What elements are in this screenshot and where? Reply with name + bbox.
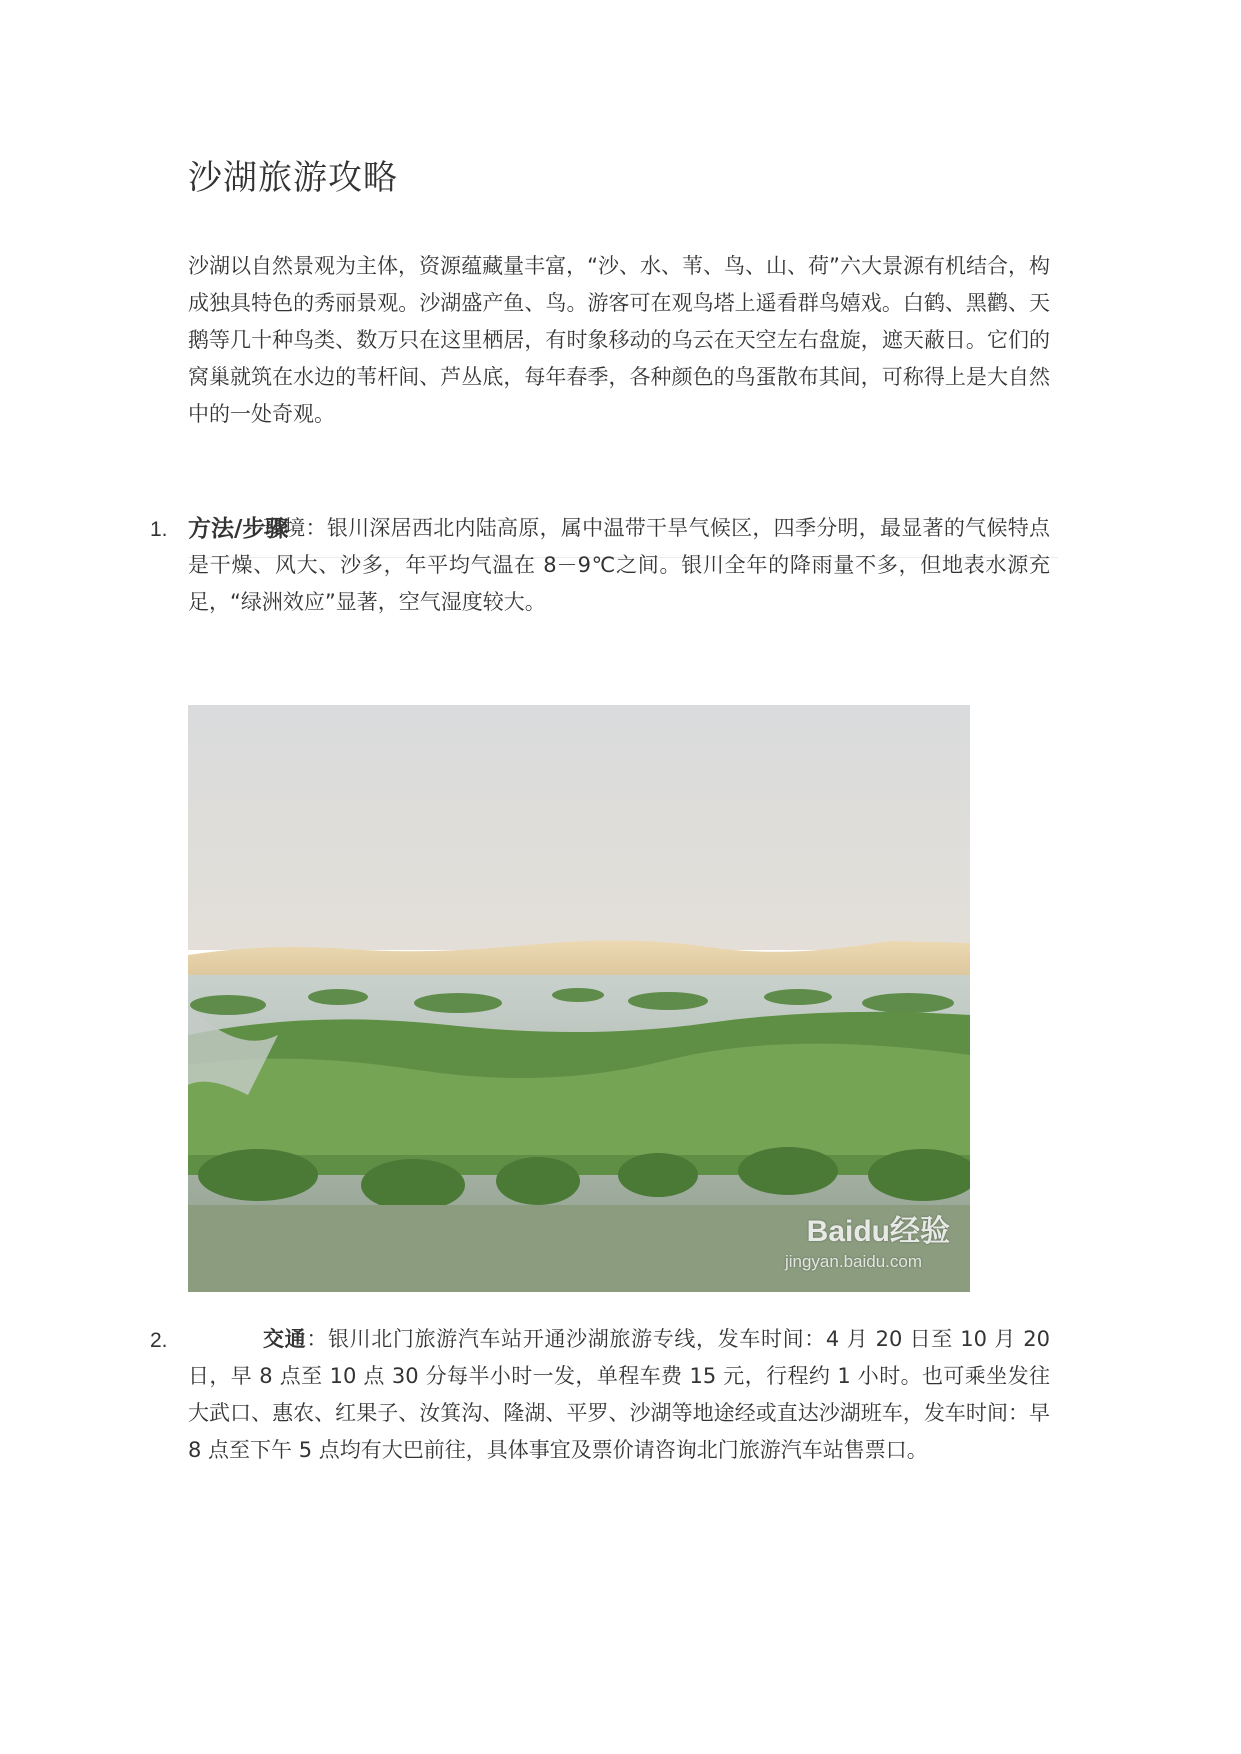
wetland-illustration — [188, 705, 970, 1292]
intro-paragraph: 沙湖以自然景观为主体，资源蕴藏量丰富，“沙、水、苇、鸟、山、荷”六大景源有机结合，构成独具特色的秀丽景观。沙湖盛产鱼、鸟。游客可在观鸟塔上遥看群鸟嬉戏。白鹤、黑鹳、天鹅等几十种鸟类、数万只在这里栖居，有时象移动的乌云在天空左右盘旋，遮天蔽日。它们的窝巢就筑在水边的苇杆间、芦丛底，每年春季，各种颜色的鸟蛋散布其间，可称得上是大自然中的一处奇观。 — [188, 254, 1050, 426]
wetland-photo — [188, 705, 970, 1292]
step-body: 环境：银川深居西北内陆高原，属中温带干旱气候区，四季分明，最显著的气候特点是干燥、风大、沙多，年平均气温在 8－9℃之间。银川全年的降雨量不多，但地表水源充足，“绿洲效应”显著，空气湿度较大。 — [188, 516, 1050, 614]
step-number: 1. — [150, 518, 168, 541]
photo-watermark: Baidu经验 — [806, 1215, 950, 1248]
step-text — [188, 510, 1050, 621]
photo-watermark-url: jingyan.baidu.com — [784, 1252, 922, 1271]
step-body: ：银川北门旅游汽车站开通沙湖旅游专线，发车时间：4 月 20 日至 10 月 20 日，早 8 点至 10 点 30 分每半小时一发，单程车费 15 元，行程约 1 小时。也可乘坐发往大武口、惠农、红果子、汝箕沟、隆湖、平罗、沙湖等地途经或直达沙湖班车，发车时间：早 8 点至下午 5 点均有大巴前往，具体事宜及票价请咨询北门旅游汽车站售票口。 — [188, 1327, 1051, 1462]
step-label: 交通 — [263, 1327, 307, 1351]
step-text — [188, 1321, 1050, 1469]
section-title: 方法/步骤 — [188, 516, 289, 542]
page-title: 沙湖旅游攻略 — [188, 158, 398, 198]
step-number: 2. — [150, 1329, 168, 1352]
